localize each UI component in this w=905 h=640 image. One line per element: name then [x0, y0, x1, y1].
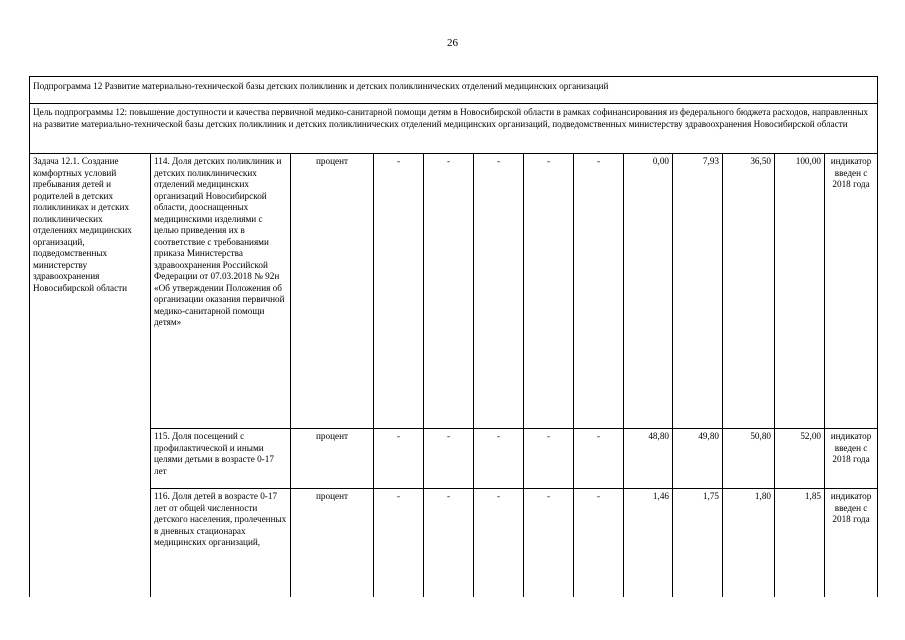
indicator-unit: процент	[291, 489, 374, 598]
subprogram-title: Подпрограмма 12 Развитие материально-технической базы детских поликлиник и детских поликлинических отделений медицинских организаций	[30, 77, 878, 104]
indicator-value: 100,00	[775, 154, 825, 429]
indicator-value: -	[524, 154, 574, 429]
indicator-value: -	[424, 429, 474, 489]
indicator-value: -	[374, 429, 424, 489]
indicator-name: 116. Доля детей в возрасте 0-17 лет от общей численности детского населения, пролеченных в дневных стационарах медицинских организаций,	[151, 489, 291, 598]
indicator-value: -	[374, 154, 424, 429]
indicator-value: 1,75	[673, 489, 723, 598]
indicator-name: 115. Доля посещений с профилактической и иными целями детьми в возрасте 0-17 лет	[151, 429, 291, 489]
indicator-value: 7,93	[673, 154, 723, 429]
subprogram-row	[30, 77, 878, 104]
indicator-note: индикатор введен с 2018 года	[825, 489, 878, 598]
indicator-value: -	[574, 429, 624, 489]
indicator-value: 48,80	[624, 429, 673, 489]
goal-row	[30, 104, 878, 154]
indicator-value: -	[524, 429, 574, 489]
indicator-value: 52,00	[775, 429, 825, 489]
indicator-value: 0,00	[624, 154, 673, 429]
indicator-value: 50,80	[723, 429, 775, 489]
indicator-unit: процент	[291, 429, 374, 489]
subprogram-goal: Цель подпрограммы 12: повышение доступности и качества первичной медико-санитарной помощи детям в Новосибирской области в рамках софинансирования из федерального бюджета расходов, направленных на развитие материально-технической базы детских поликлиник и детских поликлинических отделений медицинских организаций, подведомственных министерству здравоохранения Новосибирской области	[30, 104, 878, 154]
indicator-value: 49,80	[673, 429, 723, 489]
indicator-value: -	[424, 489, 474, 598]
indicator-value: -	[574, 489, 624, 598]
indicator-value: -	[374, 489, 424, 598]
indicator-value: 1,80	[723, 489, 775, 598]
indicator-note: индикатор введен с 2018 года	[825, 154, 878, 429]
table-row	[30, 429, 878, 489]
indicator-value: -	[474, 489, 524, 598]
indicator-value: 1,85	[775, 489, 825, 598]
indicator-value: -	[474, 154, 524, 429]
page-number: 26	[447, 37, 458, 49]
indicator-value: 36,50	[723, 154, 775, 429]
indicator-value: -	[474, 429, 524, 489]
indicator-value: -	[424, 154, 474, 429]
task-cell: Задача 12.1. Создание комфортных условий пребывания детей и родителей в детских поликлиниках и детских поликлинических отделениях медицинских организаций, подведомственных министерству здравоохранения Новосибирской области	[30, 154, 151, 598]
indicator-note: индикатор введен с 2018 года	[825, 429, 878, 489]
indicators-table	[29, 76, 878, 597]
table-row	[30, 489, 878, 598]
table-row	[30, 154, 878, 429]
indicator-value: -	[574, 154, 624, 429]
indicator-value: -	[524, 489, 574, 598]
indicator-value: 1,46	[624, 489, 673, 598]
indicator-unit: процент	[291, 154, 374, 429]
indicator-name: 114. Доля детских поликлиник и детских поликлинических отделений медицинских организаций Новосибирской области, дооснащенных медицинскими изделиями с целью приведения их в соответствие с требованиями приказа Министерства здравоохранения Российской Федерации от 07.03.2018 № 92н «Об утверждении Положения об организации оказания первичной медико-санитарной помощи детям»	[151, 154, 291, 429]
